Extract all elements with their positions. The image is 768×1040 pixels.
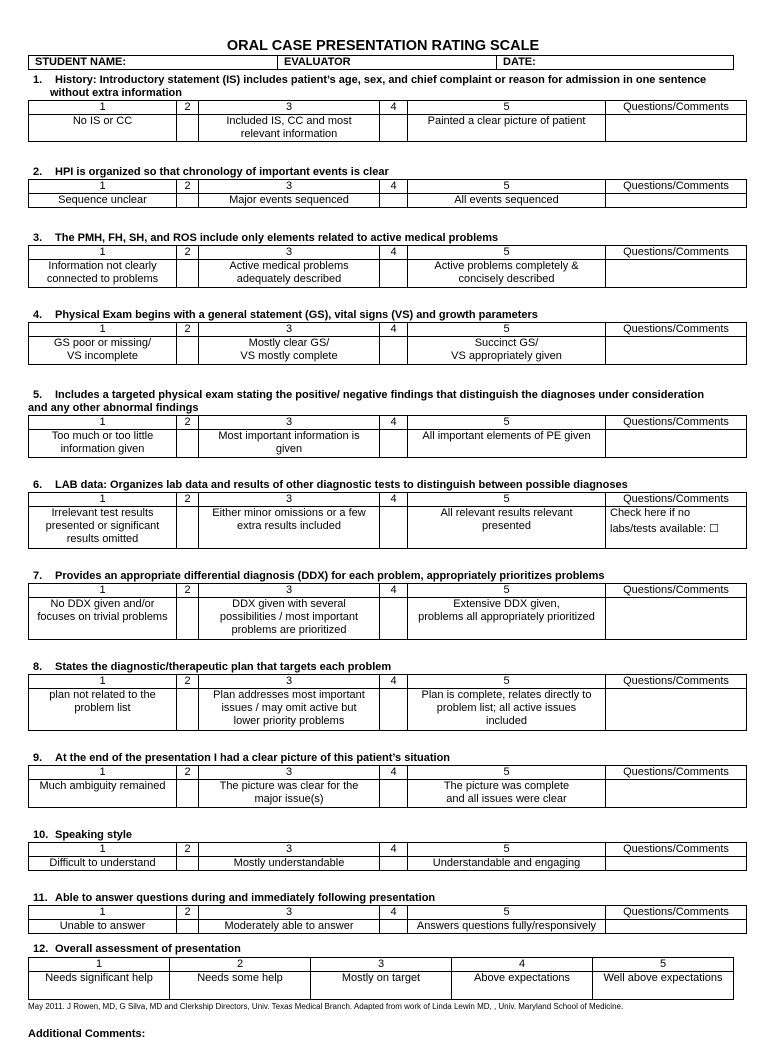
descriptor-2[interactable] bbox=[177, 598, 199, 640]
descriptor-2[interactable] bbox=[177, 920, 199, 934]
scale-option-1[interactable]: 1 bbox=[29, 906, 177, 920]
scale-row bbox=[29, 246, 747, 260]
rating-table bbox=[28, 674, 747, 731]
scale-row bbox=[29, 906, 747, 920]
descriptor-4[interactable] bbox=[380, 507, 408, 549]
descriptor-4[interactable] bbox=[380, 430, 408, 458]
header-table bbox=[28, 55, 734, 70]
descriptor-5: Understandable and engaging bbox=[408, 857, 606, 871]
scale-option-3[interactable]: 3 bbox=[199, 766, 380, 780]
scale-row bbox=[29, 493, 747, 507]
scale-option-5[interactable]: 5 bbox=[408, 675, 606, 689]
descriptor-5: The picture was complete and all issues were clear bbox=[408, 780, 606, 808]
descriptor-3: Moderately able to answer bbox=[199, 920, 380, 934]
descriptor-1: plan not related to the problem list bbox=[29, 689, 177, 731]
scale-option-5[interactable]: 5 bbox=[408, 101, 606, 115]
descriptor-1: GS poor or missing/ VS incomplete bbox=[29, 337, 177, 365]
scale-option-1[interactable]: 1 bbox=[29, 766, 177, 780]
scale-row bbox=[29, 843, 747, 857]
scale-option-4[interactable]: 4 bbox=[380, 323, 408, 337]
scale-option-3[interactable]: 3 bbox=[199, 246, 380, 260]
scale-option-4[interactable]: 4 bbox=[380, 180, 408, 194]
overall-label-row bbox=[29, 972, 734, 1000]
descriptor-5: Answers questions fully/responsively bbox=[408, 920, 606, 934]
scale-option-2[interactable]: 2 bbox=[177, 675, 199, 689]
rating-table bbox=[28, 179, 747, 208]
scale-option-2[interactable]: 2 bbox=[177, 180, 199, 194]
item-question: 9. At the end of the presentation I had a clear picture of this patient’s situation bbox=[33, 752, 451, 764]
descriptor-3: Active medical problems adequately described bbox=[199, 260, 380, 288]
comments-field[interactable] bbox=[606, 689, 747, 731]
descriptor-3: Most important information is given bbox=[199, 430, 380, 458]
descriptor-row bbox=[29, 507, 747, 549]
item-question: 1. History: Introductory statement (IS) includes patient’s age, sex, and chief complaint or reason for admission in one sentence bbox=[33, 74, 707, 86]
scale-option-5[interactable]: 5 bbox=[408, 180, 606, 194]
rating-item bbox=[28, 479, 738, 549]
descriptor-row bbox=[29, 430, 747, 458]
comments-header: Questions/Comments bbox=[606, 246, 747, 260]
comments-field[interactable] bbox=[606, 857, 747, 871]
rating-item bbox=[28, 892, 738, 934]
comments-field[interactable] bbox=[606, 194, 747, 208]
scale-option-2[interactable]: 2 bbox=[177, 584, 199, 598]
descriptor-4[interactable] bbox=[380, 194, 408, 208]
item-question: 4. Physical Exam begins with a general statement (GS), vital signs (VS) and growth parameters bbox=[33, 309, 538, 321]
descriptor-5: Succinct GS/ VS appropriately given bbox=[408, 337, 606, 365]
descriptor-row bbox=[29, 260, 747, 288]
overall-label-3: Mostly on target bbox=[311, 972, 452, 1000]
comments-header: Questions/Comments bbox=[606, 906, 747, 920]
comments-field[interactable] bbox=[606, 337, 747, 365]
descriptor-1: Irrelevant test results presented or significant results omitted bbox=[29, 507, 177, 549]
rating-item bbox=[28, 74, 738, 142]
descriptor-1: Much ambiguity remained bbox=[29, 780, 177, 808]
scale-option-2[interactable]: 2 bbox=[177, 323, 199, 337]
descriptor-2[interactable] bbox=[177, 260, 199, 288]
scale-option-5[interactable]: 5 bbox=[408, 906, 606, 920]
rating-table bbox=[28, 492, 747, 549]
comments-header: Questions/Comments bbox=[606, 584, 747, 598]
rating-item bbox=[28, 752, 738, 808]
descriptor-4[interactable] bbox=[380, 337, 408, 365]
overall-section bbox=[28, 943, 738, 1000]
scale-option-1[interactable]: 1 bbox=[29, 246, 177, 260]
scale-option-4[interactable]: 4 bbox=[380, 675, 408, 689]
overall-option-5[interactable]: 5 bbox=[593, 958, 734, 972]
scale-option-5[interactable]: 5 bbox=[408, 493, 606, 507]
evaluator-field[interactable]: EVALUATOR bbox=[278, 56, 497, 70]
comments-field[interactable] bbox=[606, 115, 747, 142]
scale-option-1[interactable]: 1 bbox=[29, 493, 177, 507]
item-question: 2. HPI is organized so that chronology of important events is clear bbox=[33, 166, 389, 178]
item-question: 5. Includes a targeted physical exam stating the positive/ negative findings that distinguish the diagnoses under consideration bbox=[33, 389, 705, 401]
descriptor-1: Information not clearly connected to problems bbox=[29, 260, 177, 288]
footer-credit: May 2011. J Rowen, MD, G Silva, MD and Clerkship Directors, Univ. Texas Medical Branch. Adapted from work of Linda Lewin MD, , Univ. Maryland School of Medicine. bbox=[28, 1002, 624, 1011]
descriptor-4[interactable] bbox=[380, 689, 408, 731]
descriptor-2[interactable] bbox=[177, 507, 199, 549]
scale-option-1[interactable]: 1 bbox=[29, 180, 177, 194]
descriptor-1: Sequence unclear bbox=[29, 194, 177, 208]
scale-option-4[interactable]: 4 bbox=[380, 584, 408, 598]
scale-option-5[interactable]: 5 bbox=[408, 416, 606, 430]
item-question: 3. The PMH, FH, SH, and ROS include only elements related to active medical problems bbox=[33, 232, 499, 244]
rating-table bbox=[28, 842, 747, 871]
scale-option-2[interactable]: 2 bbox=[177, 101, 199, 115]
scale-option-4[interactable]: 4 bbox=[380, 416, 408, 430]
descriptor-4[interactable] bbox=[380, 260, 408, 288]
scale-option-1[interactable]: 1 bbox=[29, 416, 177, 430]
descriptor-row bbox=[29, 598, 747, 640]
item-question: 12. Overall assessment of presentation bbox=[33, 943, 241, 955]
overall-label-2: Needs some help bbox=[170, 972, 311, 1000]
scale-option-5[interactable]: 5 bbox=[408, 843, 606, 857]
comments-field[interactable] bbox=[606, 260, 747, 288]
descriptor-1: Too much or too little information given bbox=[29, 430, 177, 458]
descriptor-2[interactable] bbox=[177, 689, 199, 731]
scale-option-5[interactable]: 5 bbox=[408, 323, 606, 337]
descriptor-3: DDX given with several possibilities / most important problems are prioritized bbox=[199, 598, 380, 640]
additional-comments-label: Additional Comments: bbox=[28, 1028, 146, 1040]
scale-option-3[interactable]: 3 bbox=[199, 416, 380, 430]
item-question-cont: and any other abnormal findings bbox=[28, 402, 199, 414]
scale-option-3[interactable]: 3 bbox=[199, 843, 380, 857]
descriptor-5: Active problems completely & concisely described bbox=[408, 260, 606, 288]
rating-items bbox=[28, 74, 738, 934]
descriptor-3: Plan addresses most important issues / may omit active but lower priority problems bbox=[199, 689, 380, 731]
overall-label-1: Needs significant help bbox=[29, 972, 170, 1000]
scale-option-1[interactable]: 1 bbox=[29, 675, 177, 689]
scale-option-2[interactable]: 2 bbox=[177, 843, 199, 857]
comments-field[interactable] bbox=[606, 430, 747, 458]
scale-row bbox=[29, 766, 747, 780]
rating-item bbox=[28, 661, 738, 731]
comments-field[interactable] bbox=[606, 598, 747, 640]
descriptor-3: Included IS, CC and most relevant information bbox=[199, 115, 380, 142]
item-question: 7. Provides an appropriate differential diagnosis (DDX) for each problem, appropriately prioritizes problems bbox=[33, 570, 605, 582]
rating-item bbox=[28, 232, 738, 288]
descriptor-row bbox=[29, 780, 747, 808]
scale-option-4[interactable]: 4 bbox=[380, 843, 408, 857]
scale-option-1[interactable]: 1 bbox=[29, 101, 177, 115]
descriptor-1: Unable to answer bbox=[29, 920, 177, 934]
descriptor-4[interactable] bbox=[380, 857, 408, 871]
overall-option-4[interactable]: 4 bbox=[452, 958, 593, 972]
descriptor-5: All relevant results relevant presented bbox=[408, 507, 606, 549]
comments-header: Questions/Comments bbox=[606, 766, 747, 780]
scale-row bbox=[29, 180, 747, 194]
scale-option-1[interactable]: 1 bbox=[29, 843, 177, 857]
descriptor-1: No DDX given and/or focuses on trivial problems bbox=[29, 598, 177, 640]
scale-row bbox=[29, 323, 747, 337]
scale-option-2[interactable]: 2 bbox=[177, 766, 199, 780]
scale-option-4[interactable]: 4 bbox=[380, 493, 408, 507]
rating-item bbox=[28, 570, 738, 640]
rating-table bbox=[28, 100, 747, 142]
rating-item bbox=[28, 389, 738, 458]
descriptor-2[interactable] bbox=[177, 194, 199, 208]
descriptor-5: Plan is complete, relates directly to problem list; all active issues included bbox=[408, 689, 606, 731]
rating-table bbox=[28, 245, 747, 288]
scale-option-3[interactable]: 3 bbox=[199, 906, 380, 920]
descriptor-2[interactable] bbox=[177, 115, 199, 142]
scale-option-3[interactable]: 3 bbox=[199, 584, 380, 598]
comments-header: Questions/Comments bbox=[606, 101, 747, 115]
descriptor-3: Major events sequenced bbox=[199, 194, 380, 208]
scale-option-3[interactable]: 3 bbox=[199, 180, 380, 194]
scale-row bbox=[29, 584, 747, 598]
descriptor-5: Extensive DDX given, problems all appropriately prioritized bbox=[408, 598, 606, 640]
scale-row bbox=[29, 101, 747, 115]
overall-option-3[interactable]: 3 bbox=[311, 958, 452, 972]
descriptor-4[interactable] bbox=[380, 780, 408, 808]
comments-field[interactable] bbox=[606, 920, 747, 934]
descriptor-5: Painted a clear picture of patient bbox=[408, 115, 606, 142]
rating-item bbox=[28, 829, 738, 871]
scale-option-3[interactable]: 3 bbox=[199, 101, 380, 115]
scale-option-4[interactable]: 4 bbox=[380, 246, 408, 260]
descriptor-2[interactable] bbox=[177, 430, 199, 458]
item-question: 6. LAB data: Organizes lab data and results of other diagnostic tests to distinguish between possible diagnoses bbox=[33, 479, 628, 491]
scale-option-5[interactable]: 5 bbox=[408, 246, 606, 260]
scale-option-1[interactable]: 1 bbox=[29, 323, 177, 337]
student-name-field[interactable]: STUDENT NAME: bbox=[29, 56, 278, 70]
item-question: 11. Able to answer questions during and immediately following presentation bbox=[33, 892, 436, 904]
rating-table bbox=[28, 322, 747, 365]
descriptor-4[interactable] bbox=[380, 115, 408, 142]
rating-table bbox=[28, 765, 747, 808]
descriptor-4[interactable] bbox=[380, 920, 408, 934]
scale-option-1[interactable]: 1 bbox=[29, 584, 177, 598]
rating-table bbox=[28, 415, 747, 458]
scale-option-5[interactable]: 5 bbox=[408, 766, 606, 780]
rating-table bbox=[28, 905, 747, 934]
comments-field[interactable] bbox=[606, 780, 747, 808]
descriptor-5: All events sequenced bbox=[408, 194, 606, 208]
descriptor-2[interactable] bbox=[177, 780, 199, 808]
overall-option-1[interactable]: 1 bbox=[29, 958, 170, 972]
overall-option-2[interactable]: 2 bbox=[170, 958, 311, 972]
descriptor-row bbox=[29, 689, 747, 731]
overall-table bbox=[28, 957, 734, 1000]
comments-header: Questions/Comments bbox=[606, 180, 747, 194]
scale-option-3[interactable]: 3 bbox=[199, 493, 380, 507]
descriptor-row bbox=[29, 337, 747, 365]
scale-option-4[interactable]: 4 bbox=[380, 906, 408, 920]
overall-scale-row bbox=[29, 958, 734, 972]
scale-option-2[interactable]: 2 bbox=[177, 493, 199, 507]
descriptor-1: Difficult to understand bbox=[29, 857, 177, 871]
comments-header: Questions/Comments bbox=[606, 416, 747, 430]
overall-label-4: Above expectations bbox=[452, 972, 593, 1000]
descriptor-row bbox=[29, 857, 747, 871]
item-question-cont: without extra information bbox=[50, 87, 182, 99]
scale-option-4[interactable]: 4 bbox=[380, 101, 408, 115]
descriptor-2[interactable] bbox=[177, 337, 199, 365]
comments-header: Questions/Comments bbox=[606, 323, 747, 337]
comments-header: Questions/Comments bbox=[606, 675, 747, 689]
overall-label-5: Well above expectations bbox=[593, 972, 734, 1000]
page-title: ORAL CASE PRESENTATION RATING SCALE bbox=[226, 38, 540, 54]
descriptor-1: No IS or CC bbox=[29, 115, 177, 142]
item-question: 8. States the diagnostic/therapeutic plan that targets each problem bbox=[33, 661, 392, 673]
rating-item bbox=[28, 166, 738, 208]
scale-option-3[interactable]: 3 bbox=[199, 675, 380, 689]
descriptor-row bbox=[29, 920, 747, 934]
scale-row bbox=[29, 675, 747, 689]
scale-option-4[interactable]: 4 bbox=[380, 766, 408, 780]
descriptor-5: All important elements of PE given bbox=[408, 430, 606, 458]
descriptor-3: The picture was clear for the major issue(s) bbox=[199, 780, 380, 808]
scale-option-3[interactable]: 3 bbox=[199, 323, 380, 337]
item-question: 10. Speaking style bbox=[33, 829, 133, 841]
rating-item bbox=[28, 309, 738, 365]
scale-row bbox=[29, 416, 747, 430]
date-field[interactable]: DATE: bbox=[497, 56, 734, 70]
descriptor-2[interactable] bbox=[177, 857, 199, 871]
rating-table bbox=[28, 583, 747, 640]
labs-checkbox-note[interactable]: Check here if no labs/tests available: ☐ bbox=[606, 507, 747, 549]
scale-option-2[interactable]: 2 bbox=[177, 906, 199, 920]
scale-option-5[interactable]: 5 bbox=[408, 584, 606, 598]
descriptor-3: Either minor omissions or a few extra results included bbox=[199, 507, 380, 549]
descriptor-3: Mostly clear GS/ VS mostly complete bbox=[199, 337, 380, 365]
comments-header: Questions/Comments bbox=[606, 493, 747, 507]
descriptor-3: Mostly understandable bbox=[199, 857, 380, 871]
scale-option-2[interactable]: 2 bbox=[177, 416, 199, 430]
descriptor-4[interactable] bbox=[380, 598, 408, 640]
scale-option-2[interactable]: 2 bbox=[177, 246, 199, 260]
descriptor-row bbox=[29, 115, 747, 142]
comments-header: Questions/Comments bbox=[606, 843, 747, 857]
descriptor-row bbox=[29, 194, 747, 208]
rating-scale-form bbox=[28, 0, 738, 1040]
